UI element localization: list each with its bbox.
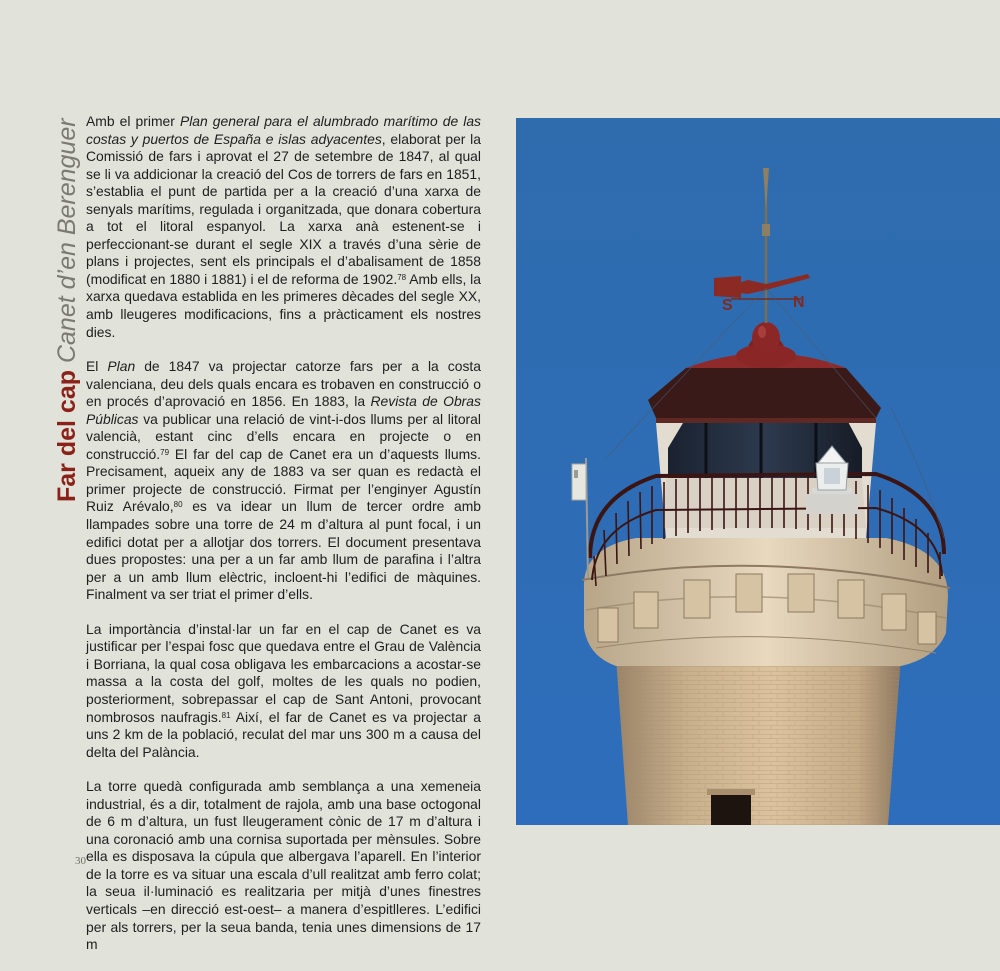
text-segment: de 1847 va projectar catorze fars per a la costa valenciana, deu dels quals encara es trobaven en construcció o en procés d’aprovació en 1856. En 1883, la [86,358,481,410]
footnote-marker: 78 [397,272,407,282]
vane-letter-n: N [793,294,805,311]
paragraph [86,621,481,761]
text-segment: Així, el far de Canet es va projectar a uns 2 km de la població, reculat del mar uns 300 m a causa del delta del Palància. [86,708,481,760]
footnote-marker: 79 [160,447,170,457]
italic-text: Plan general para el alumbrado marítimo de las costas y puertos de España e islas adyacentes [86,113,482,147]
text-segment: va publicar una relació de vint-i-dos llums per al litoral valencià, estant cinc d’ells encara en projecte o en construcció. [86,410,481,462]
page-number: 30 [75,855,86,867]
paragraph [86,113,481,341]
italic-text: Revista de Obras Públicas [86,393,481,427]
side-title-main: Far del cap [53,370,81,502]
text-segment: Amb el primer [86,113,180,129]
italic-text: Plan [107,358,136,375]
text-segment: El far del cap de Canet era un d’aquests llums. Precisament, aqueix any de 1883 va ser quan es redactà el primer projecte de construcció. Firmat per l’enginyer Agustín Ruiz Arévalo, [86,445,481,515]
side-title-sub: Canet d’en Berenguer [53,118,81,364]
text-segment: El [86,358,108,375]
footnote-marker: 81 [221,710,231,720]
body-text [86,113,481,971]
lighthouse-tower [616,658,901,825]
side-title [54,118,80,502]
text-segment: La torre quedà configurada amb semblança a una xemeneia industrial, és a dir, totalment de rajola, amb una base octogonal de 6 m d’altura, un fust lleugerament cònic de 17 m d’altura i una coronació amb una cornisa suportada per mènsules. Sobre ella es disposava la cúpula que albergava l’aparell. En l’interior de la torre es va situar una escala d’ull realitzat amb ferro colat; la seua il·luminació es realitzaria per mitjà d’unes finestres verticals –en direcció est-oest– a manera d’espitlleres. L’edifici per als torrers, per la seua banda, tenia unes dimensions de 17 m [86,778,481,953]
vane-letter-s: S [722,297,733,314]
text-segment: Amb ells, la xarxa quedava establida en les primeres dècades del segle XX, amb lleugeres modificacions, fins a pràcticament els nostres dies. [86,270,481,340]
text-segment: La importància d’instal·lar un far en el cap de Canet es va justificar per l’espai fosc que quedava entre el Grau de València i Borriana, la qual cosa obligava les embarcacions a acostar-se massa a la costa del golf, moltes de les quals no podien, posteriorment, sobrepassar el cap de Sant Antoni, provocant nombrosos naufragis. [86,620,481,725]
tower-cornice [582,538,950,666]
paragraph [86,778,481,953]
paragraph [86,358,481,604]
text-segment: es va idear un llum de tercer ordre amb llampades sobre una torre de 24 m d’altura al punt focal, i un edifici dotat per a allotjar dos torrers. El document presentava dues propostes: una per a un far amb llum de parafina i l’altra per a un amb llum elèctric, incloent-hi l’edifici de màquines. Finalment va ser triat el primer d’ells. [86,498,481,603]
footnote-marker: 80 [173,500,183,510]
text-segment: , elaborat per la Comissió de fars i aprovat el 27 de setembre de 1847, al qual se li va addicionar la creació del Cos de torrers de fars en 1851, s’establia el punt de partida per a la creació d’una xarxa de senyals marítims, regulada i organitzada, que donara cobertura a tot el litoral espanyol. La xarxa anà estenent-se i perfeccionant-se durant el segle XIX a través d’una sèrie de plans i projectes, sent els principals el d’abalisament de 1858 (modificat en 1880 i 1881) i el de reforma de 1902. [86,130,481,287]
lighthouse-photo [516,118,1000,825]
